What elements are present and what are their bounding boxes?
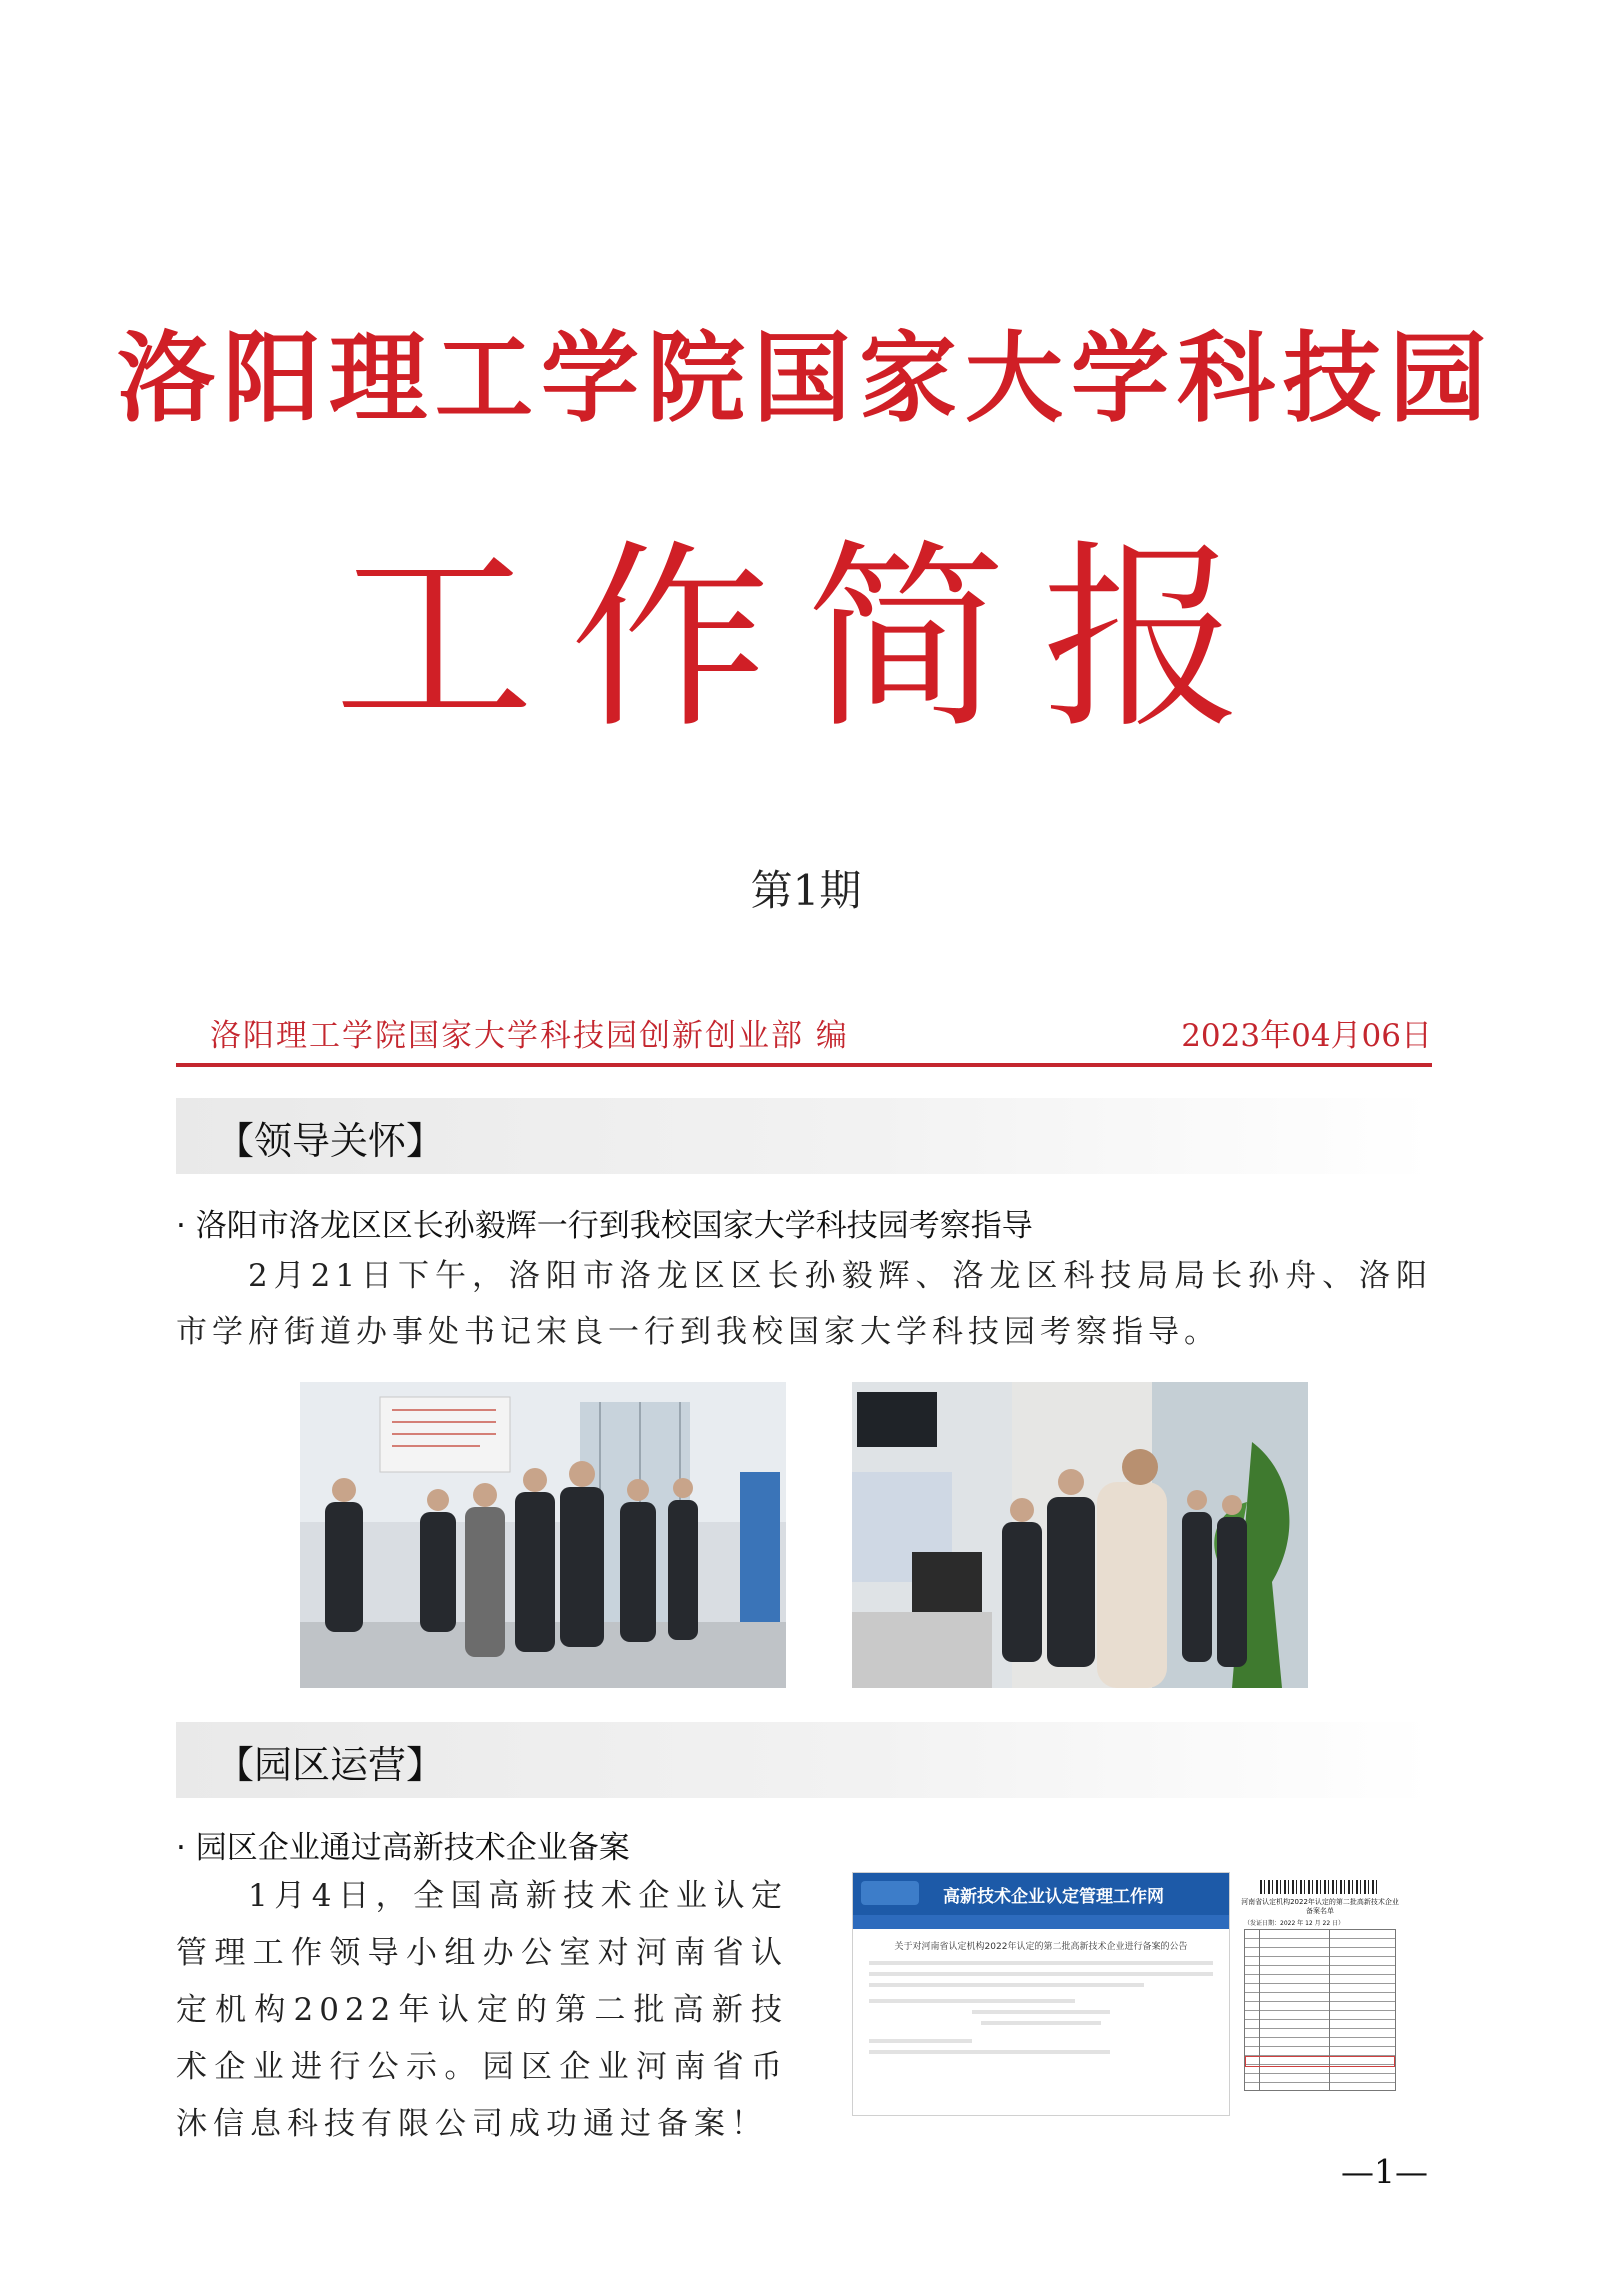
section-title: 【领导关怀】 [216, 1119, 445, 1163]
visit-photo-lobby [300, 1382, 786, 1688]
page-number: —1— [1341, 2152, 1428, 2191]
article-paragraph: 1月4日，全国高新技术企业认定管理工作领导小组办公室对河南省认定机构2022年认定的第二批高新技术企业进行公示。园区企业河南省币沐信息科技有限公司成功通过备案！ [176, 1878, 788, 2142]
issue-number: 第1期 [750, 866, 862, 915]
article-paragraph: 2月21日下午，洛阳市洛龙区区长孙毅辉、洛龙区科技局局长孙舟、洛阳市学府街道办事处书记宋良一行到我校国家大学科技园考察指导。 [176, 1258, 1432, 1350]
list-title: 河南省认定机构2022年认定的第二批高新技术企业备案名单 [1241, 1898, 1399, 1915]
section-title: 【园区运营】 [216, 1743, 445, 1787]
website-screenshot [852, 1872, 1230, 2116]
newsletter-title: 工作简报 [333, 523, 1278, 756]
article-headline: · 洛阳市洛龙区区长孙毅辉一行到我校国家大学科技园考察指导 [176, 1208, 1033, 1244]
article-headline: · 园区企业通过高新技术企业备案 [176, 1830, 630, 1866]
section-header-leadership [176, 1098, 1432, 1174]
editor-line: 洛阳理工学院国家大学科技园创新创业部 编 [210, 1018, 849, 1054]
website-name: 高新技术企业认定管理工作网 [943, 1887, 1164, 1907]
header-rule [176, 1063, 1432, 1067]
publish-date: 2023年04月06日 [1181, 1018, 1432, 1054]
list-screenshot [1238, 1880, 1402, 2114]
list-date: （发证日期：2022 年 12 月 22 日） [1244, 1920, 1345, 1927]
section-header-operations [176, 1722, 1432, 1798]
notice-title: 关于对河南省认定机构2022年认定的第二批高新技术企业进行备案的公告 [894, 1942, 1188, 1952]
visit-photo-office [852, 1382, 1308, 1688]
masthead-title: 洛阳理工学院国家大学科技园 [116, 321, 1495, 436]
